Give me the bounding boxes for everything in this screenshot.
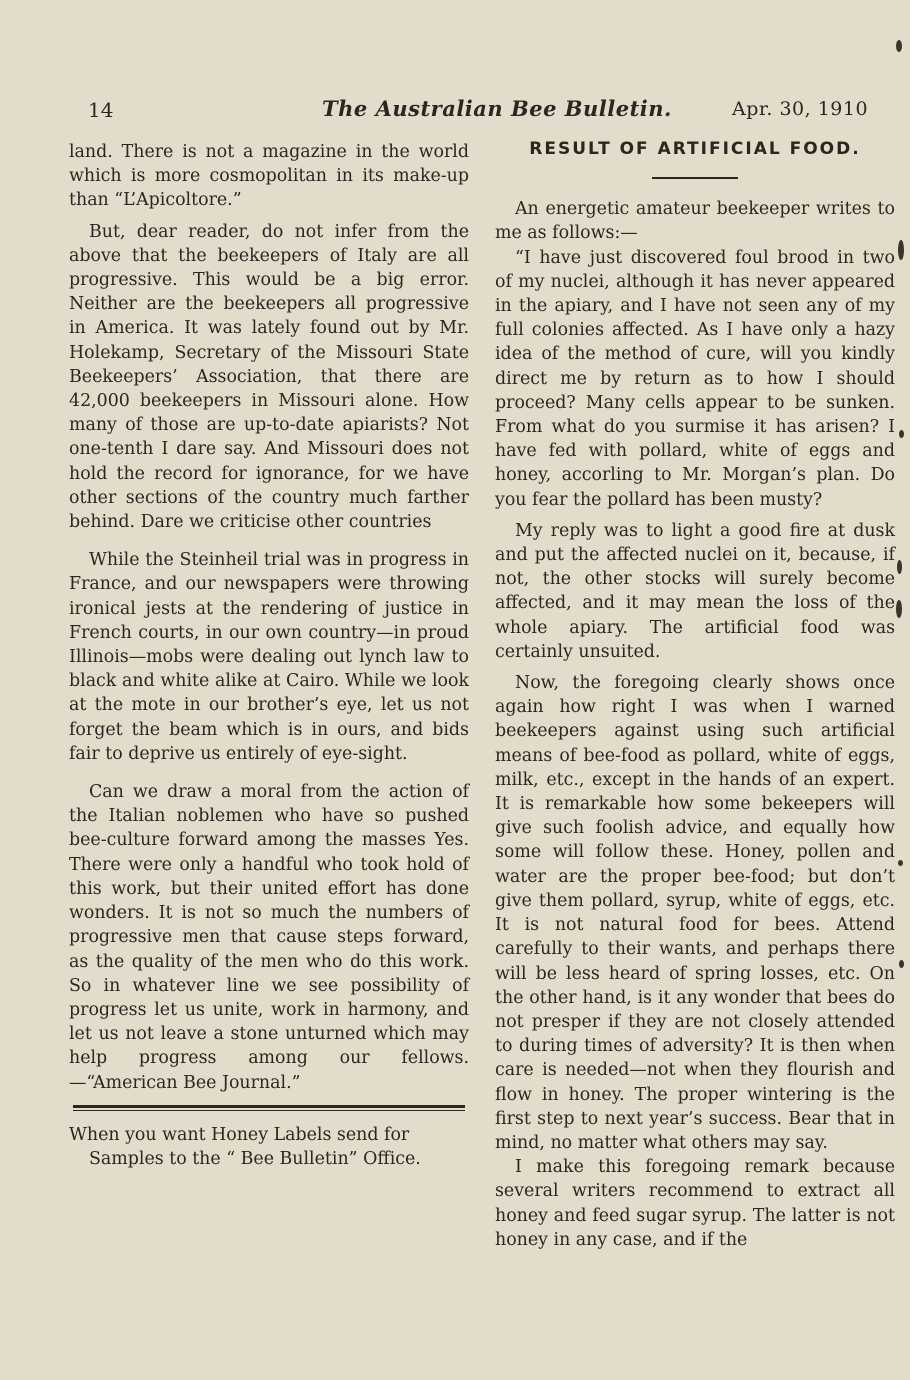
right-paragraph-5: I make this foregoing remark because several writers recommend to extract all honey and feed sugar syrup. The latter is not honey in any case, and if the [495, 1157, 895, 1250]
paper-speck [899, 960, 904, 968]
right-paragraph-1: An energetic amateur beekeeper writes to me as follows:— [495, 199, 895, 244]
paper-speck [897, 560, 902, 574]
article-title: RESULT OF ARTIFICIAL FOOD. [529, 139, 861, 159]
torn-edge-specks [890, 0, 910, 1380]
left-paragraph-3: While the Steinheil trial was in progress in France, and our newspapers were throwing ironical jests at the rendering of justice in French courts, in our own country—in proud Illinois—mobs were dealing out lynch law to black and white alike at Cairo. While we look at the mote in our brother’s eye, let us not forget the beam which is in ours, and bids fair to deprive us entirely of eye-sight. [69, 550, 469, 764]
paper-speck [896, 600, 902, 618]
left-paragraph-4: Can we draw a moral from the action of the Italian noblemen who have so pushed bee-culture forward among the masses Yes. There were only a handful who took hold of this work, but their united effort has done wonders. It is not so much the numbers of progressive men that cause steps forward, as the quality of the men who do this work. So in whatever line we see possibility of progress let us unite, work in harmony, and let us not leave a stone unturned which may help progress among our fellows.—“American Bee Journal.” [69, 782, 469, 1093]
issue-date: Apr. 30, 1910 [732, 98, 869, 120]
left-column [69, 140, 469, 1171]
right-paragraph-4: Now, the foregoing clearly shows once again how right I was when I warned beekeepers against using such artificial means of bee-food as pollard, white of eggs, milk, etc., except in the hands of an expert. It is remarkable how some bekeepers will give such foolish advice, and equally how some will follow these. Honey, pollen and water are the proper bee-food; but don’t give them pollard, syrup, white of eggs, etc. It is not natural food for bees. Attend carefully to their wants, and perhaps there will be less heard of spring losses, etc. On the other hand, is it any wonder that bees do not presper if they are not closely attended to during times of adversity? It is then when care is needed—not when they flourish and flow in honey. The proper wintering is the first step to next year’s success. Bear that in mind, no matter what others may say. [495, 673, 895, 1153]
right-paragraph-2: “I have just discovered foul brood in two of my nuclei, although it has never appeared in the apiary, and I have not seen any of my full colonies affected. As I have only a hazy idea of the method of cure, will you kindly direct me by return as to how I should proceed? Many cells appear to be sunken. From what do you surmise it has arisen? I have fed with pollard, white of eggs and honey, accorling to Mr. Morgan’s plan. Do you fear the pollard has been musty? [495, 247, 895, 510]
right-paragraph-3: My reply was to light a good fire at dusk and put the affected nuclei on it, because, if not, the other stocks will surely become affected, and it may mean the loss of the whole apiary. The artificial food was certainly unsuited. [495, 520, 895, 662]
honey-labels-ad [69, 1123, 469, 1171]
paper-speck [899, 430, 904, 438]
ad-line-1: When you want Honey Labels send for [69, 1124, 410, 1145]
title-rule [652, 177, 738, 179]
ad-line-2: Samples to the “ Bee Bulletin” Office. [89, 1148, 421, 1169]
left-paragraph-1: land. There is not a magazine in the world which is more cosmopolitan in its make-up than “L’Apicoltore.” [69, 142, 469, 211]
section-divider [73, 1105, 465, 1111]
paper-speck [898, 240, 904, 260]
paper-speck [896, 40, 902, 52]
page-header [0, 96, 910, 126]
left-paragraph-2: But, dear reader, do not infer from the above that the beekeepers of Italy are all progressive. This would be a big error. Neither are the beekeepers all progressive in America. It was lately found out by Mr. Holekamp, Secretary of the Missouri State Beekeepers’ Association, that there are 42,000 beekeepers in Missouri alone. How many of those are up-to-date apiarists? Not one-tenth I dare say. And Missouri does not hold the record for ignorance, for we have other sections of the country much farther behind. Dare we criticise other countries [69, 221, 469, 533]
paper-speck [898, 860, 903, 866]
journal-title: The Australian Bee Bulletin. [322, 96, 672, 121]
right-column [495, 137, 895, 1252]
page-number: 14 [88, 98, 114, 122]
